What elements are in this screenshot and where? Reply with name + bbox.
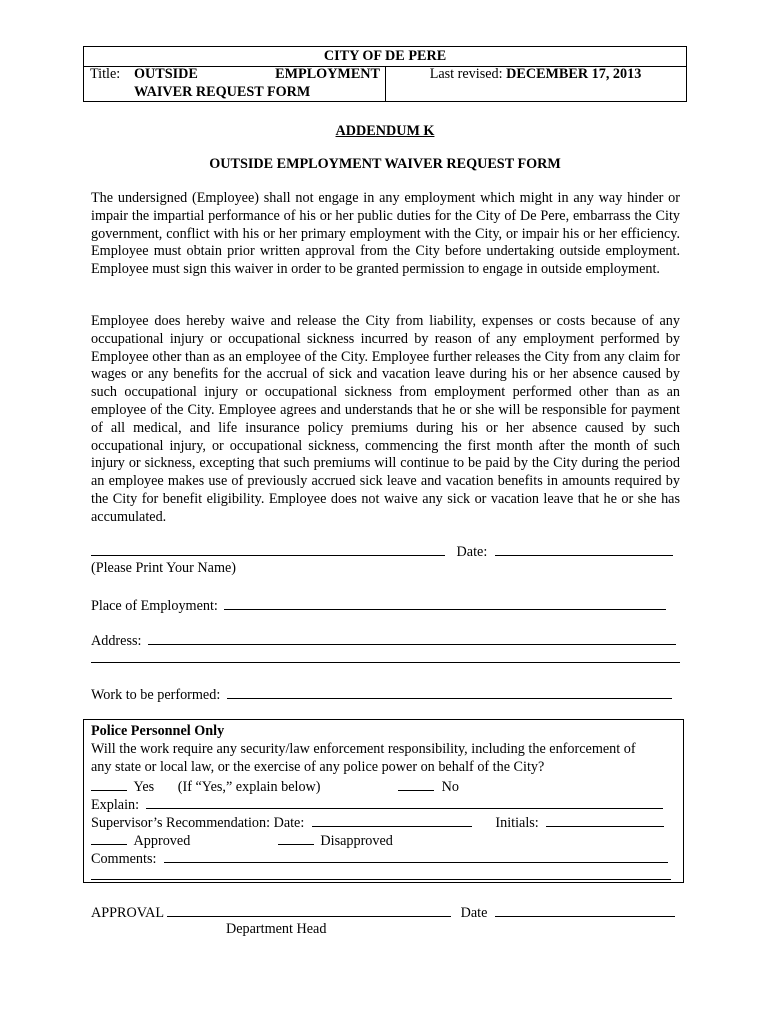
revised-label: Last revised: xyxy=(429,66,503,82)
yes-field[interactable] xyxy=(91,777,127,791)
comments-field-line-2[interactable] xyxy=(91,866,671,880)
approval-signature-field[interactable] xyxy=(167,903,451,917)
waiver-paragraph-1: The undersigned (Employee) shall not engage in any employment which might in any way hinder or impair the impartial performance of his or her public duties for the City of De Pere, embarrass the City government, conflict with his or her primary employment with the City, or impair his or her efficiency. Employee must obtain prior written approval from the City before undertaking outside employment. Employee must sign this waiver in order to be granted permission to engage in outside employment. xyxy=(91,190,680,278)
explain-row xyxy=(91,795,663,814)
comments-row-2 xyxy=(91,866,671,885)
date-field[interactable] xyxy=(495,542,673,556)
address-row xyxy=(91,631,676,650)
organization-name: CITY OF DE PERE xyxy=(323,48,447,64)
name-date-row xyxy=(91,542,673,561)
name-field[interactable] xyxy=(91,542,445,556)
waiver-paragraph-2: Employee does hereby waive and release the City from liability, expenses or costs because of any occupational injury or occupational sickness incurred by reason of any employment performed by Employee other than as an employee of the City. Employee further releases the City from any claim for wages or any benefits for the accrual of sick and vacation leave during his or her absence caused by such occupational injury or occupational sickness from employment performed other than as an employee of the City. Employee agrees and understands that he or she will be responsible for payment of all medical, and life insurance policy premiums during his or her absence caused by such occupational injury, or occupational sickness, commencing the first month after the month of such injury or sickness, excepting that such premiums will continue to be paid by the City during the period an employee makes use of previously accrued sick leave and vacation benefits in amounts required by the City for benefit eligibility. Employee does not waive any sick or vacation leave that he or she has accumulated. xyxy=(91,313,680,525)
work-to-be-performed-field[interactable] xyxy=(227,685,672,699)
address-label: Address: xyxy=(91,633,142,649)
explain-field[interactable] xyxy=(146,795,663,809)
approved-field[interactable] xyxy=(91,831,127,845)
yes-no-row xyxy=(91,777,459,796)
initials-label: Initials: xyxy=(495,815,539,831)
work-row xyxy=(91,685,672,704)
approved-label: Approved xyxy=(133,833,191,849)
comments-label: Comments: xyxy=(91,851,157,867)
approval-date-label: Date xyxy=(460,905,488,921)
department-head-label: Department Head xyxy=(226,921,327,937)
disapproved-label: Disapproved xyxy=(320,833,393,849)
police-question-line-2: any state or local law, or the exercise of any police power on behalf of the City? xyxy=(91,759,545,775)
revision-info xyxy=(385,66,686,84)
approval-status-row xyxy=(91,831,393,850)
header-box xyxy=(83,46,687,102)
print-name-label: (Please Print Your Name) xyxy=(91,560,237,576)
place-of-employment-row xyxy=(91,596,666,615)
place-of-employment-field[interactable] xyxy=(224,596,666,610)
approval-label: APPROVAL xyxy=(91,905,164,921)
police-personnel-box xyxy=(83,719,684,883)
address-field-line-2[interactable] xyxy=(91,649,680,663)
supervisor-label: Supervisor’s Recommendation: Date: xyxy=(91,815,305,831)
addendum-heading: ADDENDUM K xyxy=(335,123,435,139)
no-field[interactable] xyxy=(398,777,434,791)
address-row-2 xyxy=(91,649,680,668)
no-label: No xyxy=(441,779,459,795)
address-field[interactable] xyxy=(148,631,676,645)
police-question-line-1: Will the work require any security/law enforcement responsibility, including the enforcement of xyxy=(91,741,636,757)
title-word-2: EMPLOYMENT xyxy=(275,66,380,82)
title-word-1: OUTSIDE xyxy=(134,66,198,82)
explain-label: Explain: xyxy=(91,797,140,813)
comments-field[interactable] xyxy=(164,849,668,863)
approval-row xyxy=(91,903,675,922)
supervisor-row xyxy=(91,813,664,832)
revised-date: DECEMBER 17, 2013 xyxy=(506,66,642,82)
supervisor-date-field[interactable] xyxy=(312,813,472,827)
title-line-2: WAIVER REQUEST FORM xyxy=(134,83,311,100)
title-label: Title: xyxy=(90,66,121,82)
place-label: Place of Employment: xyxy=(91,598,218,614)
approval-date-field[interactable] xyxy=(495,903,675,917)
date-label: Date: xyxy=(456,544,488,560)
initials-field[interactable] xyxy=(546,813,664,827)
yes-note: (If “Yes,” explain below) xyxy=(177,779,321,795)
yes-label: Yes xyxy=(133,779,155,795)
police-heading: Police Personnel Only xyxy=(91,723,225,739)
disapproved-field[interactable] xyxy=(278,831,314,845)
work-label: Work to be performed: xyxy=(91,687,221,703)
form-title: OUTSIDE EMPLOYMENT WAIVER REQUEST FORM xyxy=(209,156,561,172)
